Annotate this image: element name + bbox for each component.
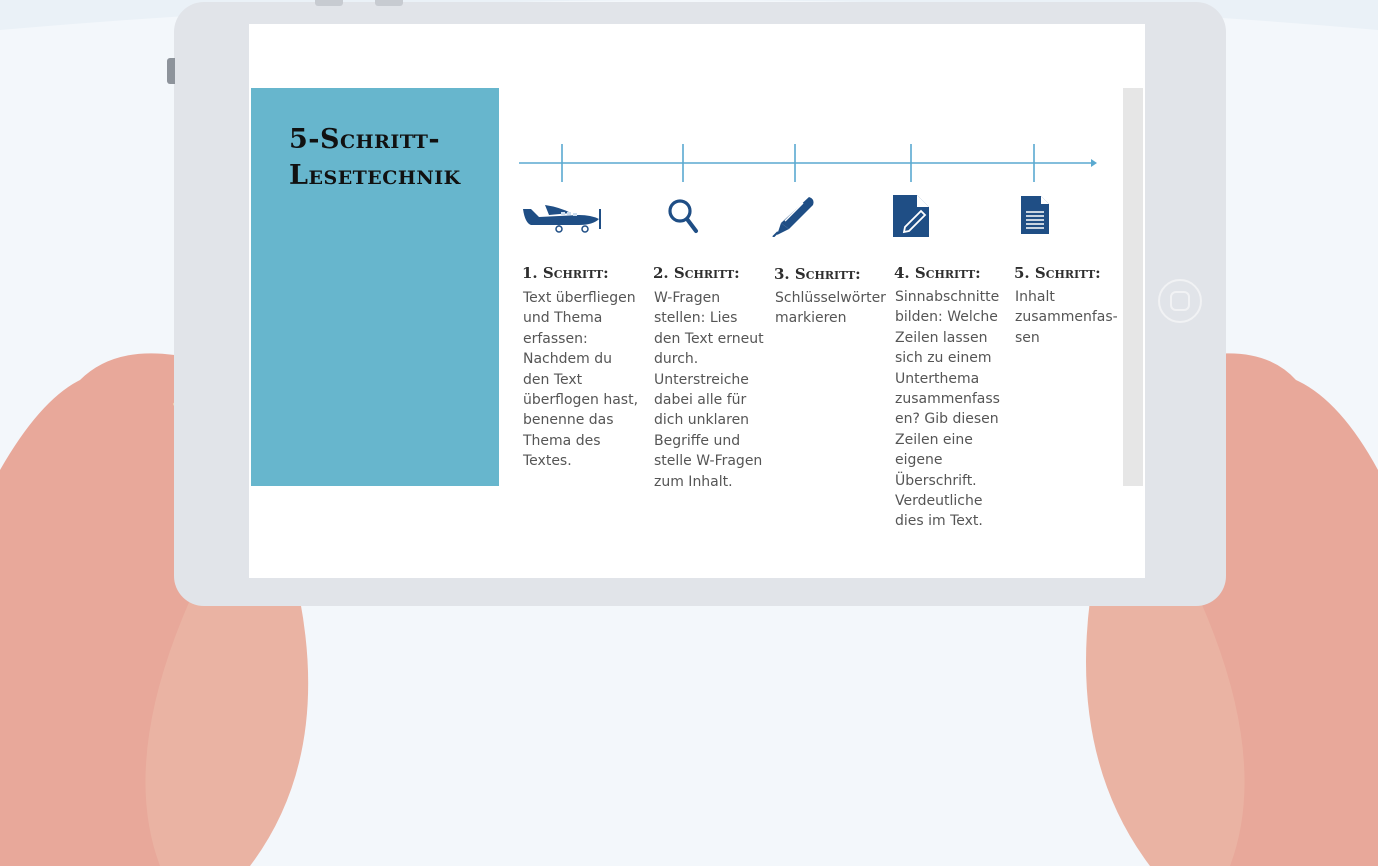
tablet-top-button <box>375 0 403 6</box>
step-2-line: Begriffe und <box>654 432 741 449</box>
step-1-line: und Thema <box>523 310 603 327</box>
step-4-line: Unterthema <box>895 370 980 387</box>
step-2-heading: 2. Schritt: <box>653 264 740 282</box>
step-2-line: den Text erneut <box>654 330 764 347</box>
step-3-text <box>775 288 891 329</box>
step-1-line: erfassen: <box>523 330 588 347</box>
step-2-line: durch. <box>654 351 699 368</box>
step-4-line: sich zu einem <box>895 350 992 367</box>
step-5-line: sen <box>1015 329 1040 346</box>
home-button[interactable] <box>1158 279 1202 323</box>
document-edit-icon <box>889 190 933 240</box>
home-button-icon <box>1170 291 1190 311</box>
step-1-line: Textes. <box>523 453 572 470</box>
step-2-line: stellen: Lies <box>654 310 738 327</box>
tablet-screen <box>249 24 1145 578</box>
step-4-line: Zeilen eine <box>895 431 973 448</box>
slide-title-line2: Lesetechnik <box>289 160 461 191</box>
step-1-line: benenne das <box>523 412 614 429</box>
step-4-text <box>895 287 1013 532</box>
step-5-line: Inhalt <box>1015 289 1055 305</box>
step-1-heading: 1. Schritt: <box>522 264 609 282</box>
step-1-line: den Text <box>523 371 583 388</box>
step-2-line: stelle W-Fragen <box>654 453 763 470</box>
step-1-line: Text überfliegen <box>523 290 636 306</box>
step-5-line: zusammenfas- <box>1015 309 1118 326</box>
step-4-heading: 4. Schritt: <box>894 264 981 282</box>
step-3-line: Schlüsselwörter <box>775 290 886 306</box>
step-4-line: en? Gib diesen <box>895 411 999 428</box>
step-2-line: dabei alle für <box>654 392 747 409</box>
magnifier-icon <box>661 190 705 240</box>
step-5-text <box>1015 287 1121 348</box>
tablet-side-button <box>167 58 175 84</box>
pen-icon <box>769 190 819 240</box>
step-1-line: überflogen hast, <box>523 392 639 409</box>
step-3-heading: 3. Schritt: <box>774 265 861 283</box>
tablet-top-button <box>315 0 343 6</box>
step-5-heading: 5. Schritt: <box>1014 264 1101 282</box>
step-1-text <box>523 288 641 472</box>
step-2-line: W-Fragen <box>654 290 721 306</box>
step-4-line: dies im Text. <box>895 513 983 530</box>
step-4-line: Sinnabschnitte <box>895 289 1000 305</box>
step-4-line: Überschrift. <box>895 472 977 489</box>
step-4-line: Verdeutliche <box>895 493 983 510</box>
step-4-line: eigene <box>895 452 943 469</box>
step-4-line: zusammenfass <box>895 391 1000 408</box>
document-icon <box>1015 190 1055 240</box>
step-2-line: zum Inhalt. <box>654 473 733 490</box>
slide-title-line1: 5-Schritt- <box>289 124 441 155</box>
timeline-arrowhead <box>1091 159 1097 167</box>
step-4-line: Zeilen lassen <box>895 329 988 346</box>
step-2-line: dich unklaren <box>654 412 750 429</box>
step-2-line: Unterstreiche <box>654 371 749 388</box>
step-2-text <box>654 288 772 492</box>
airplane-icon <box>517 190 607 240</box>
step-1-line: Nachdem du <box>523 351 612 368</box>
step-4-line: bilden: Welche <box>895 309 998 326</box>
step-3-line: markieren <box>775 310 847 327</box>
step-1-line: Thema des <box>523 432 601 449</box>
